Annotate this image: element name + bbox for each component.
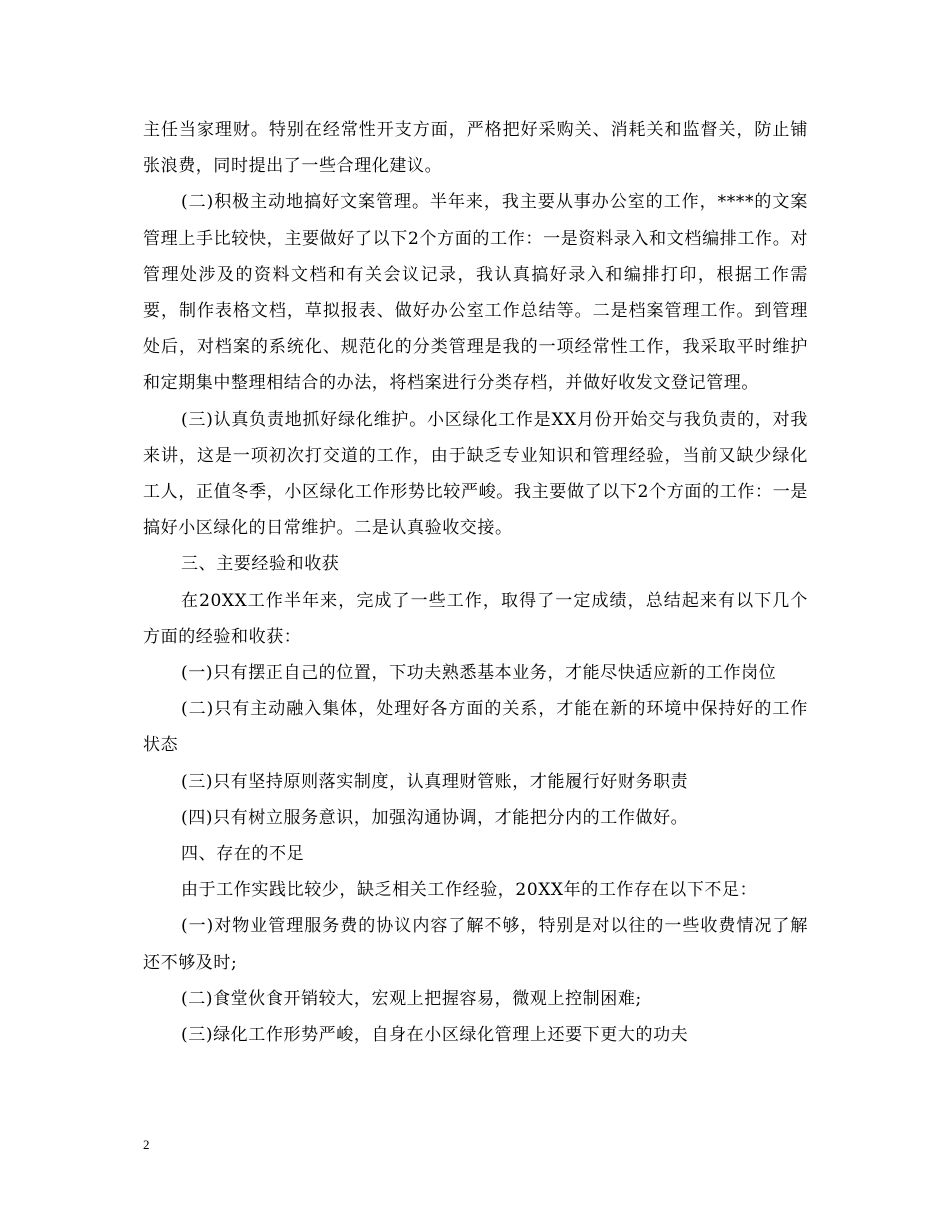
list-item-experience-4: (四)只有树立服务意识，加强沟通协调，才能把分内的工作做好。 [181, 807, 689, 828]
paragraph-shortcomings-intro: 由于工作实践比较少，缺乏相关工作经验，20XX年的工作存在以下不足： [181, 880, 758, 901]
document-body [143, 112, 808, 1053]
paragraph-document-management: (二)积极主动地搞好文案管理。半年来，我主要从事办公室的工作，****的文案管理上手比较快，主要做好了以下2个方面的工作：一是资料录入和文档编排工作。对管理处涉及的资料文档和有关会议记录，我认真搞好录入和编排打印，根据工作需要，制作表格文档，草拟报表、做好办公室工作总结等。二是档案管理工作。到管理处后，对档案的系统化、规范化的分类管理是我的一项经常性工作，我采取平时维护和定期集中整理相结合的办法，将档案进行分类存档，并做好收发文登记管理。 [143, 192, 808, 394]
list-item-experience-2: (二)只有主动融入集体，处理好各方面的关系，才能在新的环境中保持好的工作状态 [143, 699, 808, 756]
paragraph-greening-maintenance: (三)认真负责地抓好绿化维护。小区绿化工作是XX月份开始交与我负责的，对我来讲，这是一项初次打交道的工作，由于缺乏专业知识和管理经验，当前又缺少绿化工人，正值冬季，小区绿化工作形势比较严峻。我主要做了以下2个方面的工作：一是搞好小区绿化的日常维护。二是认真验收交接。 [143, 409, 808, 539]
list-item-experience-1: (一)只有摆正自己的位置，下功夫熟悉基本业务，才能尽快适应新的工作岗位 [181, 663, 777, 684]
paragraph-continuation: 主任当家理财。特别在经常性开支方面，严格把好采购关、消耗关和监督关，防止铺张浪费，同时提出了一些合理化建议。 [143, 120, 808, 177]
list-item-shortcoming-1: (一)对物业管理服务费的协议内容了解不够，特别是对以往的一些收费情况了解还不够及时; [143, 916, 808, 973]
page-number: 2 [143, 1137, 150, 1152]
list-item-shortcoming-3: (三)绿化工作形势严峻，自身在小区绿化管理上还要下更大的功夫 [181, 1025, 689, 1046]
list-item-experience-3: (三)只有坚持原则落实制度，认真理财管账，才能履行好财务职责 [181, 771, 689, 792]
list-item-shortcoming-2: (二)食堂伙食开销较大，宏观上把握容易，微观上控制困难; [181, 988, 642, 1009]
section-heading-shortcomings: 四、存在的不足 [181, 844, 305, 865]
section-heading-experience: 三、主要经验和收获 [181, 554, 340, 575]
paragraph-experience-intro: 在20XX工作半年来，完成了一些工作，取得了一定成绩，总结起来有以下几个方面的经验和收获： [143, 590, 808, 647]
